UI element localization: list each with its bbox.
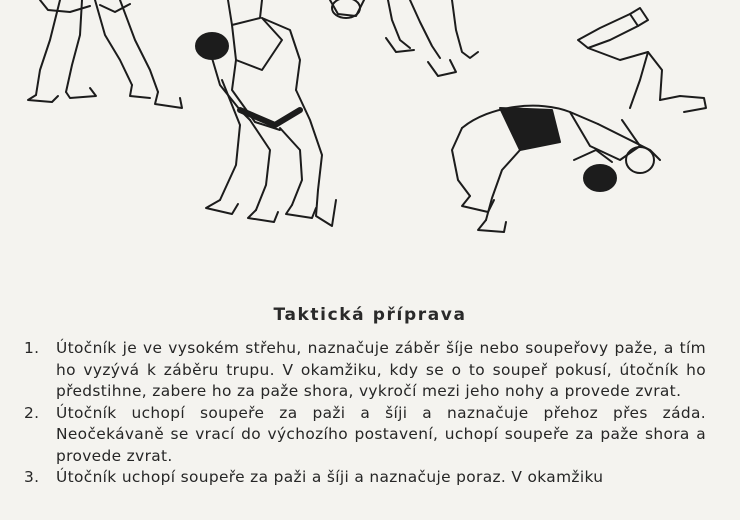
step-text: Útočník je ve vysokém střehu, naznačuje záběr šíje nebo soupeřovy paže, a tím ho vyzývá k záběru trupu. V okamžiku, kdy se o to soupeř pokusí, útočník ho předstihne, zabere ho za paže shora, vykročí mezi jeho nohy a provede zvrat. — [56, 339, 706, 400]
left-figure-legs — [28, 0, 182, 108]
step-text: Útočník uchopí soupeře za paži a šíji a naznačuje přehoz přes záda. Neočekávaně se vrací do výchozího postavení, uchopí soupeře za paže shora a provede zvrat. — [56, 403, 706, 465]
step-2 — [0, 403, 740, 468]
step-number: 2. — [24, 403, 40, 422]
upper-middle-figures — [330, 0, 478, 76]
steps-list — [0, 338, 740, 489]
step-number: 1. — [24, 339, 40, 357]
step-number: 3. — [24, 468, 40, 486]
wrestling-illustration — [0, 0, 740, 250]
right-wrestlers — [452, 8, 706, 232]
wrestlers-drawing — [0, 0, 740, 250]
section-title: Taktická příprava — [273, 305, 467, 326]
step-3 — [0, 467, 740, 489]
middle-wrestlers — [196, 0, 336, 226]
step-1 — [0, 338, 740, 403]
step-text: Útočník uchopí soupeře za paži a šíji a naznačuje poraz. V okamžiku — [56, 468, 604, 486]
